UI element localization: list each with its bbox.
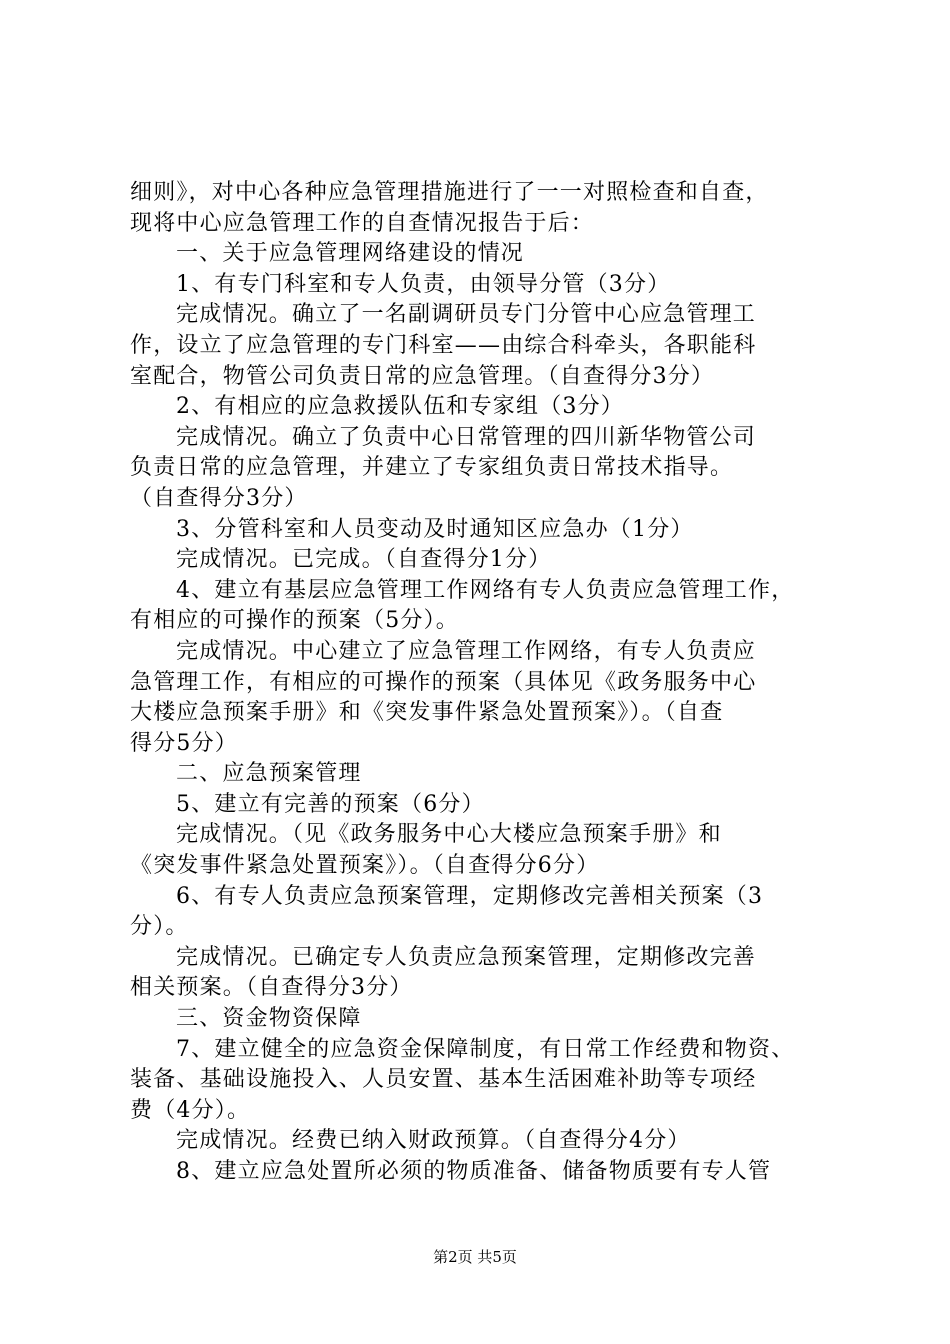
text-line: 装备、基础设施投入、人员安置、基本生活困难补助等专项经 [130,1067,757,1093]
document-body [130,178,835,1188]
text-line: 完成情况。已完成。（自查得分1分） [176,547,552,573]
text-line: 得分5分） [130,730,238,756]
text-line: 分）。 [130,914,189,940]
text-line: 8、建立应急处置所必须的物质准备、储备物质要有专人管 [176,1159,772,1184]
text-line: 7、建立健全的应急资金保障制度，有日常工作经费和物资、 [176,1036,795,1062]
text-line: 《突发事件紧急处置预案》）。（自查得分6分） [130,853,600,879]
text-line: 现将中心应急管理工作的自查情况报告于后： [130,210,595,236]
text-line: 完成情况。经费已纳入财政预算。（自查得分4分） [176,1128,691,1154]
text-line: 费（4分）。 [130,1097,251,1123]
text-line: 6、有专人负责应急预案管理，定期修改完善相关预案（3 [176,883,764,909]
text-line: 细则》，对中心各种应急管理措施进行了一一对照检查和自查， [130,180,769,205]
text-line: 二、应急预案管理 [176,761,362,787]
text-line: 完成情况。确立了一名副调研员专门分管中心应急管理工 [176,302,757,328]
text-line: 有相应的可操作的预案（5分）。 [130,608,459,634]
text-line: 三、资金物资保障 [176,1006,362,1032]
text-line: 大楼应急预案手册》和《突发事件紧急处置预案》）。（自查 [130,700,724,726]
text-line: 2、有相应的应急救援队伍和专家组（3分） [176,394,624,420]
text-line: 一、关于应急管理网络建设的情况 [176,241,525,267]
text-line: 5、建立有完善的预案（6分） [176,791,485,817]
text-line: 室配合，物管公司负责日常的应急管理。（自查得分3分） [130,363,715,389]
text-line: 完成情况。（见《政务服务中心大楼应急预案手册》和 [176,822,722,848]
text-line: 作，设立了应急管理的专门科室——由综合科牵头，各职能科 [130,332,757,358]
text-line: 完成情况。已确定专人负责应急预案管理，定期修改完善 [176,944,757,970]
text-line: 完成情况。中心建立了应急管理工作网络，有专人负责应 [176,638,757,664]
text-line: 急管理工作，有相应的可操作的预案（具体见《政务服务中心 [130,669,757,695]
text-line: 4、建立有基层应急管理工作网络有专人负责应急管理工作， [176,577,795,603]
text-line: 1、有专门科室和专人负责，由领导分管（3分） [176,271,671,297]
text-line: （自查得分3分） [130,485,308,511]
text-line: 3、分管科室和人员变动及时通知区应急办（1分） [176,516,694,542]
text-line: 负责日常的应急管理，并建立了专家组负责日常技术指导。 [130,455,734,481]
text-line: 相关预案。（自查得分3分） [130,975,413,1001]
page-footer: 第2页 共5页 [433,1248,517,1266]
text-line: 完成情况。确立了负责中心日常管理的四川新华物管公司 [176,424,757,450]
